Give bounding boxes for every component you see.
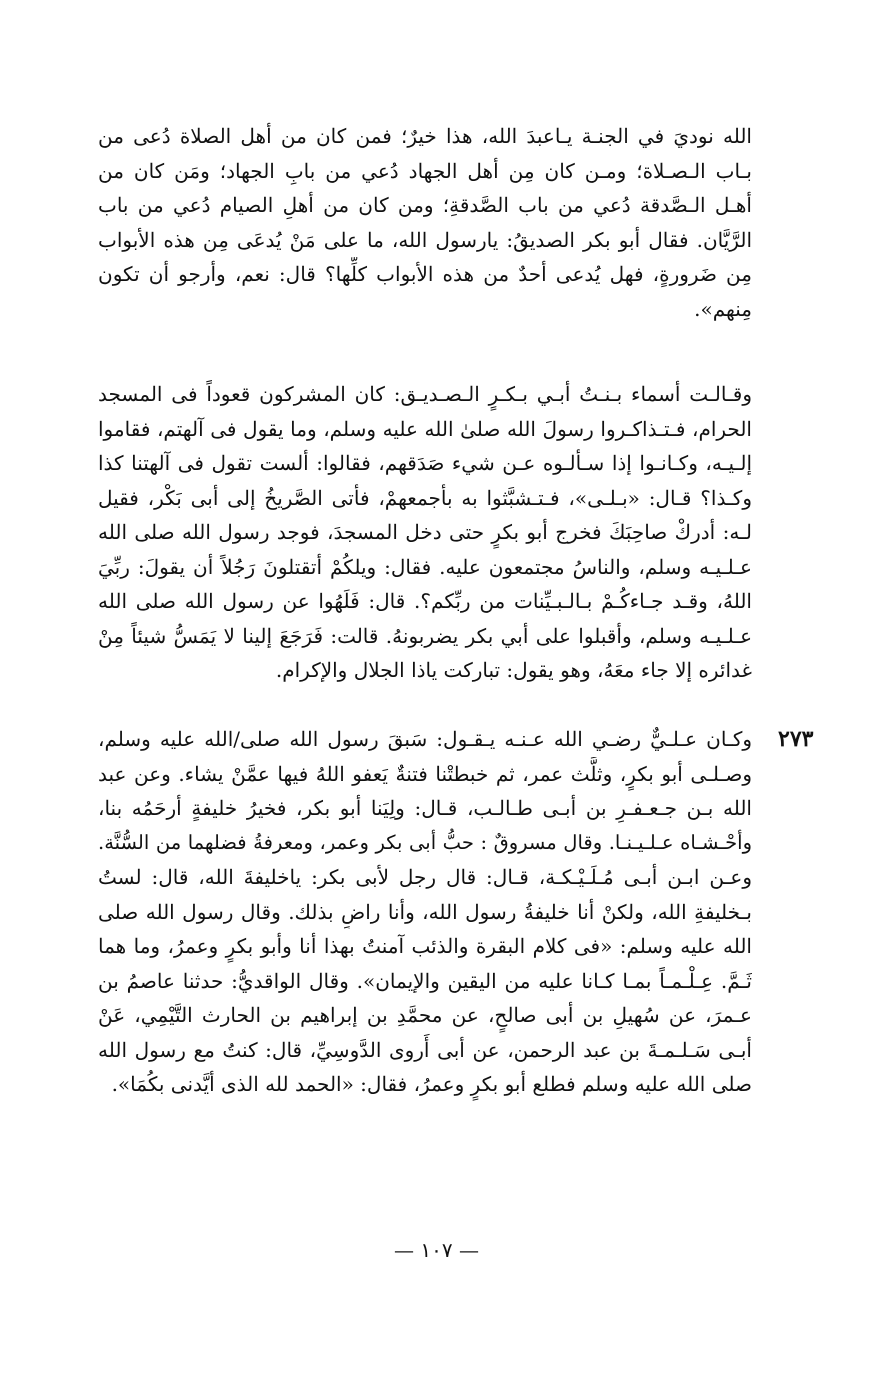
text-line: أبـى سَـلـمـةَ بن عبد الرحمن، عن أبى أَروى الدَّوسِيِّ، قال: كنتُ مع رسول الله	[98, 1037, 752, 1062]
text-line: مِن ضَرورةٍ، فهل يُدعى أحدٌ من هذه الأبواب كلِّها؟ قال: نعم، وأرجو أن تكون	[98, 262, 752, 286]
text-line: وقـالـت أسماء بـنـتُ أبـي بـكـرٍ الـصـديـق: كان المشركون قعوداً فى المسجد	[98, 382, 752, 406]
text-line: أهـل الـصَّدقة دُعي من باب الصَّدقةِ؛ ومن كان من أهلِ الصيام دُعي من باب	[98, 193, 752, 217]
paragraph-1	[98, 119, 752, 326]
text-line: بـخليفةِ الله، ولكنْ أنا خليفةُ رسول الله، وأنا راضٍ بذلك. وقال رسول الله صلى	[98, 899, 752, 924]
text-line: الرَّيَّان. فقال أبو بكر الصديقُ: يارسول الله، ما على مَنْ يُدعَى مِن هذه الأبواب	[98, 227, 752, 252]
text-line: لـه: أدركْ صاحِبَكَ فخرج أبو بكرٍ حتى دخل المسجدَ، فوجد رسول الله صلى الله	[98, 520, 752, 544]
text-line: عـلـيـه وسلم، والناسُ مجتمعون عليه. فقال: ويلكُمْ أتقتلونَ رَجُلاً أن يقولَ: ربِّيَ	[98, 554, 752, 579]
text-line: عـلـيـه وسلم، وأقبلوا على أبي بكر يضربونهُ. قالت: فَرَجَعَ إلينا لا يَمَسُّ شيئاً مِنْ	[98, 623, 752, 648]
text-line: الحرام، فـتـذاكـروا رسولَ الله صلىٰ الله عليه وسلم، وما يقول فى آلهتم، فقاموا	[98, 416, 752, 441]
text-line: وعـن ابـن أبـى مُـلَـيْـكـة، قـال: قال رجل لأبى بكر: ياخليفةَ الله، قال: لستُ	[98, 865, 752, 889]
text-line: وصـلـى أبو بكرٍ، وثلَّث عمر، ثم خبطتْنا فتنةٌ يَعفو اللهُ فيها عمَّنْ يشاء. وعن عبد	[98, 761, 752, 786]
text-line: عـمرَ، عن سُهيلِ بن أبى صالحٍ، عن محمَّدِ بن إبراهيم بن الحارث التَّيْمِي، عَنْ	[98, 1003, 752, 1027]
text-line: وكـذا؟ قـال: «بـلـى»، فـتـشبَّثوا به بأجمعهمْ، فأتى الصَّريخُ إلى أبى بَكْر، فقيل	[98, 485, 752, 510]
text-line: إلـيـه، وكـانـوا إذا سـألـوه عـن شيء صَدَقهم، فقالوا: ألست تقول فى آلهتنا كذا	[98, 451, 752, 475]
text-line: غدائره إلا جاء معَهُ، وهو يقول: تباركت ياذا الجلال والإكرام.	[275, 658, 752, 682]
text-line: الله بـن جـعـفـرِ بن أبـى طـالـب، قـال: ولِيَنا أبو بكر، فخيرُ خليفةٍ أرحَمُه بنا،	[98, 796, 752, 820]
text-line: بـاب الـصـلاة؛ ومـن كان مِن أهل الجهاد دُعي من بابِ الجهاد؛ ومَن كان من	[98, 158, 752, 183]
text-line: الله عليه وسلم: «فى كلام البقرة والذئب آمنتُ بهذا أنا وأبو بكرٍ وعمرُ، وما هما	[98, 934, 752, 958]
text-line: اللهُ، وقـد جـاءكُـمْ بـالـبـيِّنات من ربِّكم؟. قال: فَلَهُوا عن رسول الله صلى الله	[98, 589, 752, 613]
page-number: — ١٠٧ —	[394, 1238, 479, 1262]
text-line: وأحْـشـاه عـلـيـنـا. وقال مسروقٌ : حبُّ أبى بكر وعمر، ومعرفةُ فضلهما من السُّنَّة.	[98, 830, 752, 854]
text-line: وكـان عـلـيٌّ رضـي الله عـنـه يـقـول: سَبقَ رسول الله صلى/الله عليه وسلم،	[98, 727, 752, 751]
paragraph-2	[98, 377, 752, 688]
text-line: الله نوديَ في الجنـة يـاعبدَ الله، هذا خيرٌ؛ فمن كان من أهل الصلاة دُعى من	[98, 124, 752, 148]
paragraph-3	[98, 722, 752, 1102]
margin-number: ٢٧٣	[778, 726, 814, 752]
text-line: ثَـمَّ. عِـلْـمـاً بمـا كـانا عليه من اليقين والإيمان». وقال الواقديُّ: حدثنا عاصمُ بن	[98, 968, 752, 993]
text-line: مِنهم».	[694, 296, 752, 321]
text-line: صلى الله عليه وسلم فطلع أبو بكرٍ وعمرُ، فقال: «الحمد لله الذى أيَّدنى بكُمَا».	[111, 1072, 752, 1096]
